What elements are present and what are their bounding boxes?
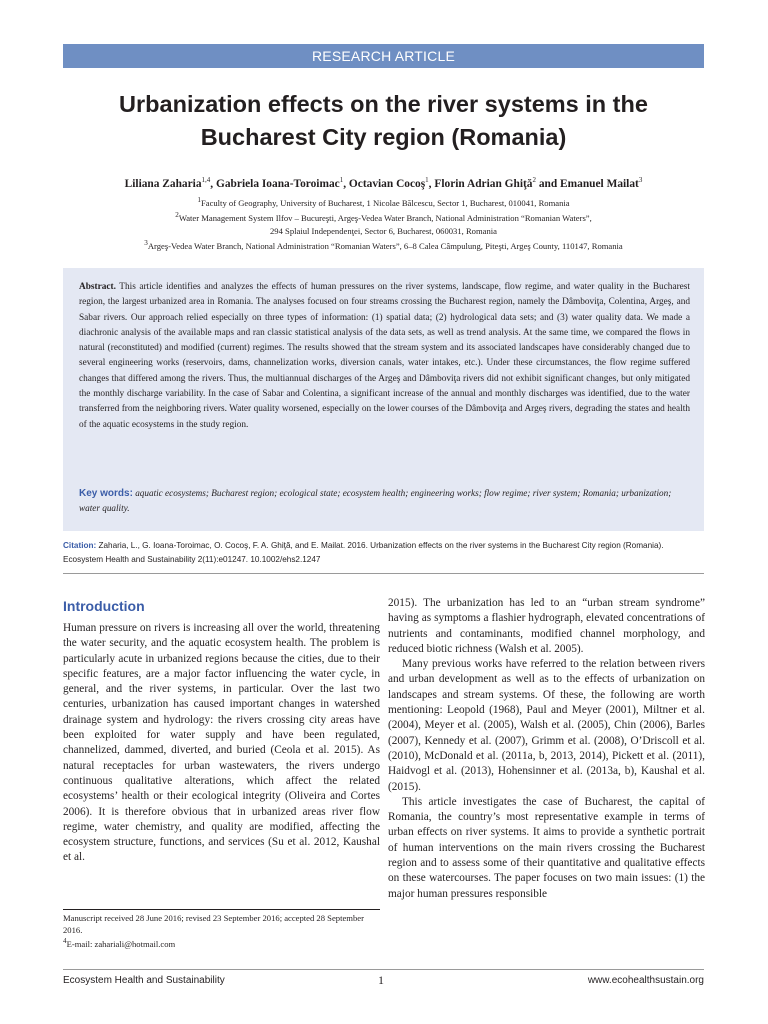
intro-paragraph: Human pressure on rivers is increasing all over the world, threatening the water security, and the aquatic ecosystem health. The problem is particularly acute in urbanized regions because the cities, due to their specific features, are a major factor influencing the water cycle, in general, and the river systems, in particular. Over the last two centuries, urbanization has caused important changes in watershed drainage system and hydrology: the rivers crossing city areas have been exploited for water supply and have been regulated, channelized, dammed, diverted, and buried (Ceola et al. 2015). As natural receptacles for urban wastewaters, the rivers undergo continuous qualitative alterations, which affect the related ecosystems’ health or their ecological integrity (Oliveira and Cortes 2006). It is therefore obvious that in urbanized areas river flow regime, water chemistry, and quality are modified, affecting the ecosystem structure, functions, and services (Su et al. 2012, Kaushal et al. xyxy=(63,622,380,864)
affiliation-1: $^1$Faculty of Geography, University of Bucharest, 1 Nicolae Bălcescu, Sector 1, Bucharest, 010041, Romania xyxy=(197,196,570,208)
keywords-label: Key words: xyxy=(79,488,133,499)
right-paragraph-1: 2015). The urbanization has led to an “urban stream syndrome” having as symptoms a flashier hydrograph, elevated concentrations of nutrients and contaminants, modified channel morphology, and reduced biotic richness (Walsh et al. 2005). xyxy=(388,597,705,655)
affiliation-3: $^3$Argeş-Vedea Water Branch, National Administration “Romanian Waters”, 6–8 Calea Câmpulung, Piteşti, Argeş County, 110147, Romania xyxy=(144,239,623,252)
footer-journal-name: Ecosystem Health and Sustainability xyxy=(63,975,225,986)
author-affiliation-mark: 1,4 xyxy=(201,176,211,184)
affiliation-2: $^2$Water Management System Ilfov – Bucureşti, Argeş-Vedea Water Branch, National Administration “Romanian Waters”, xyxy=(175,211,592,224)
affiliation-2-cont: 294 Splaiul Independenţei, Sector 6, Bucharest, 060031, Romania xyxy=(270,225,497,236)
right-paragraph-3: This article investigates the case of Bucharest, the capital of Romania, the country’s most representative example in terms of urban effects on river systems. It aims to provide a synthetic portrait of human interventions on the main rivers crossing the Bucharest region and to assess some of their quantitative and qualitative effects on these watercourses. The paper focuses on two main issues: (1) the major human pressures responsible xyxy=(388,795,705,900)
abstract xyxy=(79,280,690,433)
right-column xyxy=(388,596,705,902)
author-affiliation-mark: 2 xyxy=(532,176,536,184)
citation-label: Citation: xyxy=(63,541,97,550)
citation-text: Zaharia, L., G. Ioana-Toroimac, O. Cocoş, F. A. Ghiţă, and E. Mailat. 2016. Urbanization effects on the river systems in the Bucharest City region (Romania). Ecosystem Health and Sustainability 2(11):e01247. 10.1002/ehs2.1247 xyxy=(63,541,664,564)
affiliations xyxy=(63,194,704,253)
author-name: Emanuel Mailat xyxy=(560,177,639,190)
footnote xyxy=(63,913,380,950)
abstract-body: This article identifies and analyzes the effects of human pressures on the river systems, landscape, flow regime, and water quality in the Bucharest region, the largest urbanized area in Romania. The analyses focused on four streams crossing the Bucharest region, namely the Dâmboviţa, Colentina, Argeş, and Sabar rivers. Our approach relied especially on three types of information: (1) spatial data; (2) hydrological data sets; and (3) water quality data. We made a diachronic analysis of the available maps and ran classic statistical analysis of the data sets, as well as trend analysis. At the same time, we compared the flows in natural (reconstituted) and modified (current) regimes. The results showed that the stream system and its associated landscapes have considerably changed due to several engineering works (reservoirs, dams, channelization works, diversion canals, water intakes, etc.). Under these circumstances, the flow regime suffered changes that differed among the rivers. Thus, the multiannual discharges of the Argeş and Dâmboviţa rivers did not exhibit significant changes, but only mitigated the monthly discharge variability. In the case of Sabar and Colentina, a significant increase of the annual and monthly discharges was identified, due to the water transferred from the neighboring rivers. Water quality worsened, especially on the lower courses of the Dâmboviţa and Argeş rivers, degrading the states and health of the aquatic ecosystems in the study region. xyxy=(79,282,690,430)
author-name: Octavian Cocoş xyxy=(348,177,426,190)
footer-divider xyxy=(63,969,704,970)
author-name: Florin Adrian Ghiţă xyxy=(434,177,533,190)
keywords xyxy=(79,486,690,517)
left-column xyxy=(63,621,380,866)
citation-divider xyxy=(63,573,704,574)
article-title xyxy=(63,88,704,154)
footnote-rule xyxy=(63,909,380,910)
citation xyxy=(63,539,704,567)
title-line-2: Bucharest City region (Romania) xyxy=(200,124,567,150)
author-list: Liliana Zaharia$^{1,4}$, Gabriela Ioana-Toroimac$^1$, Octavian Cocoş$^1$, Florin Adrian Ghiţă$^2$ and Emanuel Mailat$^3$ xyxy=(124,176,643,190)
manuscript-dates: Manuscript received 28 June 2016; revised 23 September 2016; accepted 28 September 2016. xyxy=(63,913,364,935)
page-number: 1 xyxy=(378,973,384,987)
right-paragraph-2: Many previous works have referred to the relation between rivers and urban development as well as to the effects of urbanization on landscapes and stream systems. Of these, the following are worth mentioning: Leopold (1968), Paul and Meyer (2001), Miltner et al. (2004), Meyer et al. (2005), Walsh et al. (2005), Chin (2006), Barles (2007), Kennedy et al. (2007), Grimm et al. (2008), O’Driscoll et al. (2010), McDonald et al. (2011a, b, 2013, 2014), Pickett et al. (2011), Haidvogl et al. (2013), Hohensinner et al. (2013a, b), Kaushal et al. (2015). xyxy=(388,658,705,793)
author-affiliation-mark: 1 xyxy=(339,176,344,184)
author-affiliation-mark: 3 xyxy=(638,176,643,184)
abstract-label: Abstract. xyxy=(79,282,116,292)
footer-url: www.ecohealthsustain.org xyxy=(587,975,704,986)
author-name: Liliana Zaharia xyxy=(124,177,202,190)
author-name: Gabriela Ioana-Toroimac xyxy=(216,177,340,190)
keywords-list: aquatic ecosystems; Bucharest region; ecological state; ecosystem health; engineering works; flow regime; river system; Romania; urbanization; water quality. xyxy=(79,488,672,514)
contact-email: $^4$E-mail: zahariali@hotmail.com xyxy=(63,937,176,949)
title-line-1: Urbanization effects on the river systems in the xyxy=(119,91,648,117)
article-type-banner: RESEARCH ARTICLE xyxy=(63,44,704,68)
section-heading-introduction: Introduction xyxy=(63,598,145,614)
author-affiliation-mark: 1 xyxy=(425,176,429,184)
